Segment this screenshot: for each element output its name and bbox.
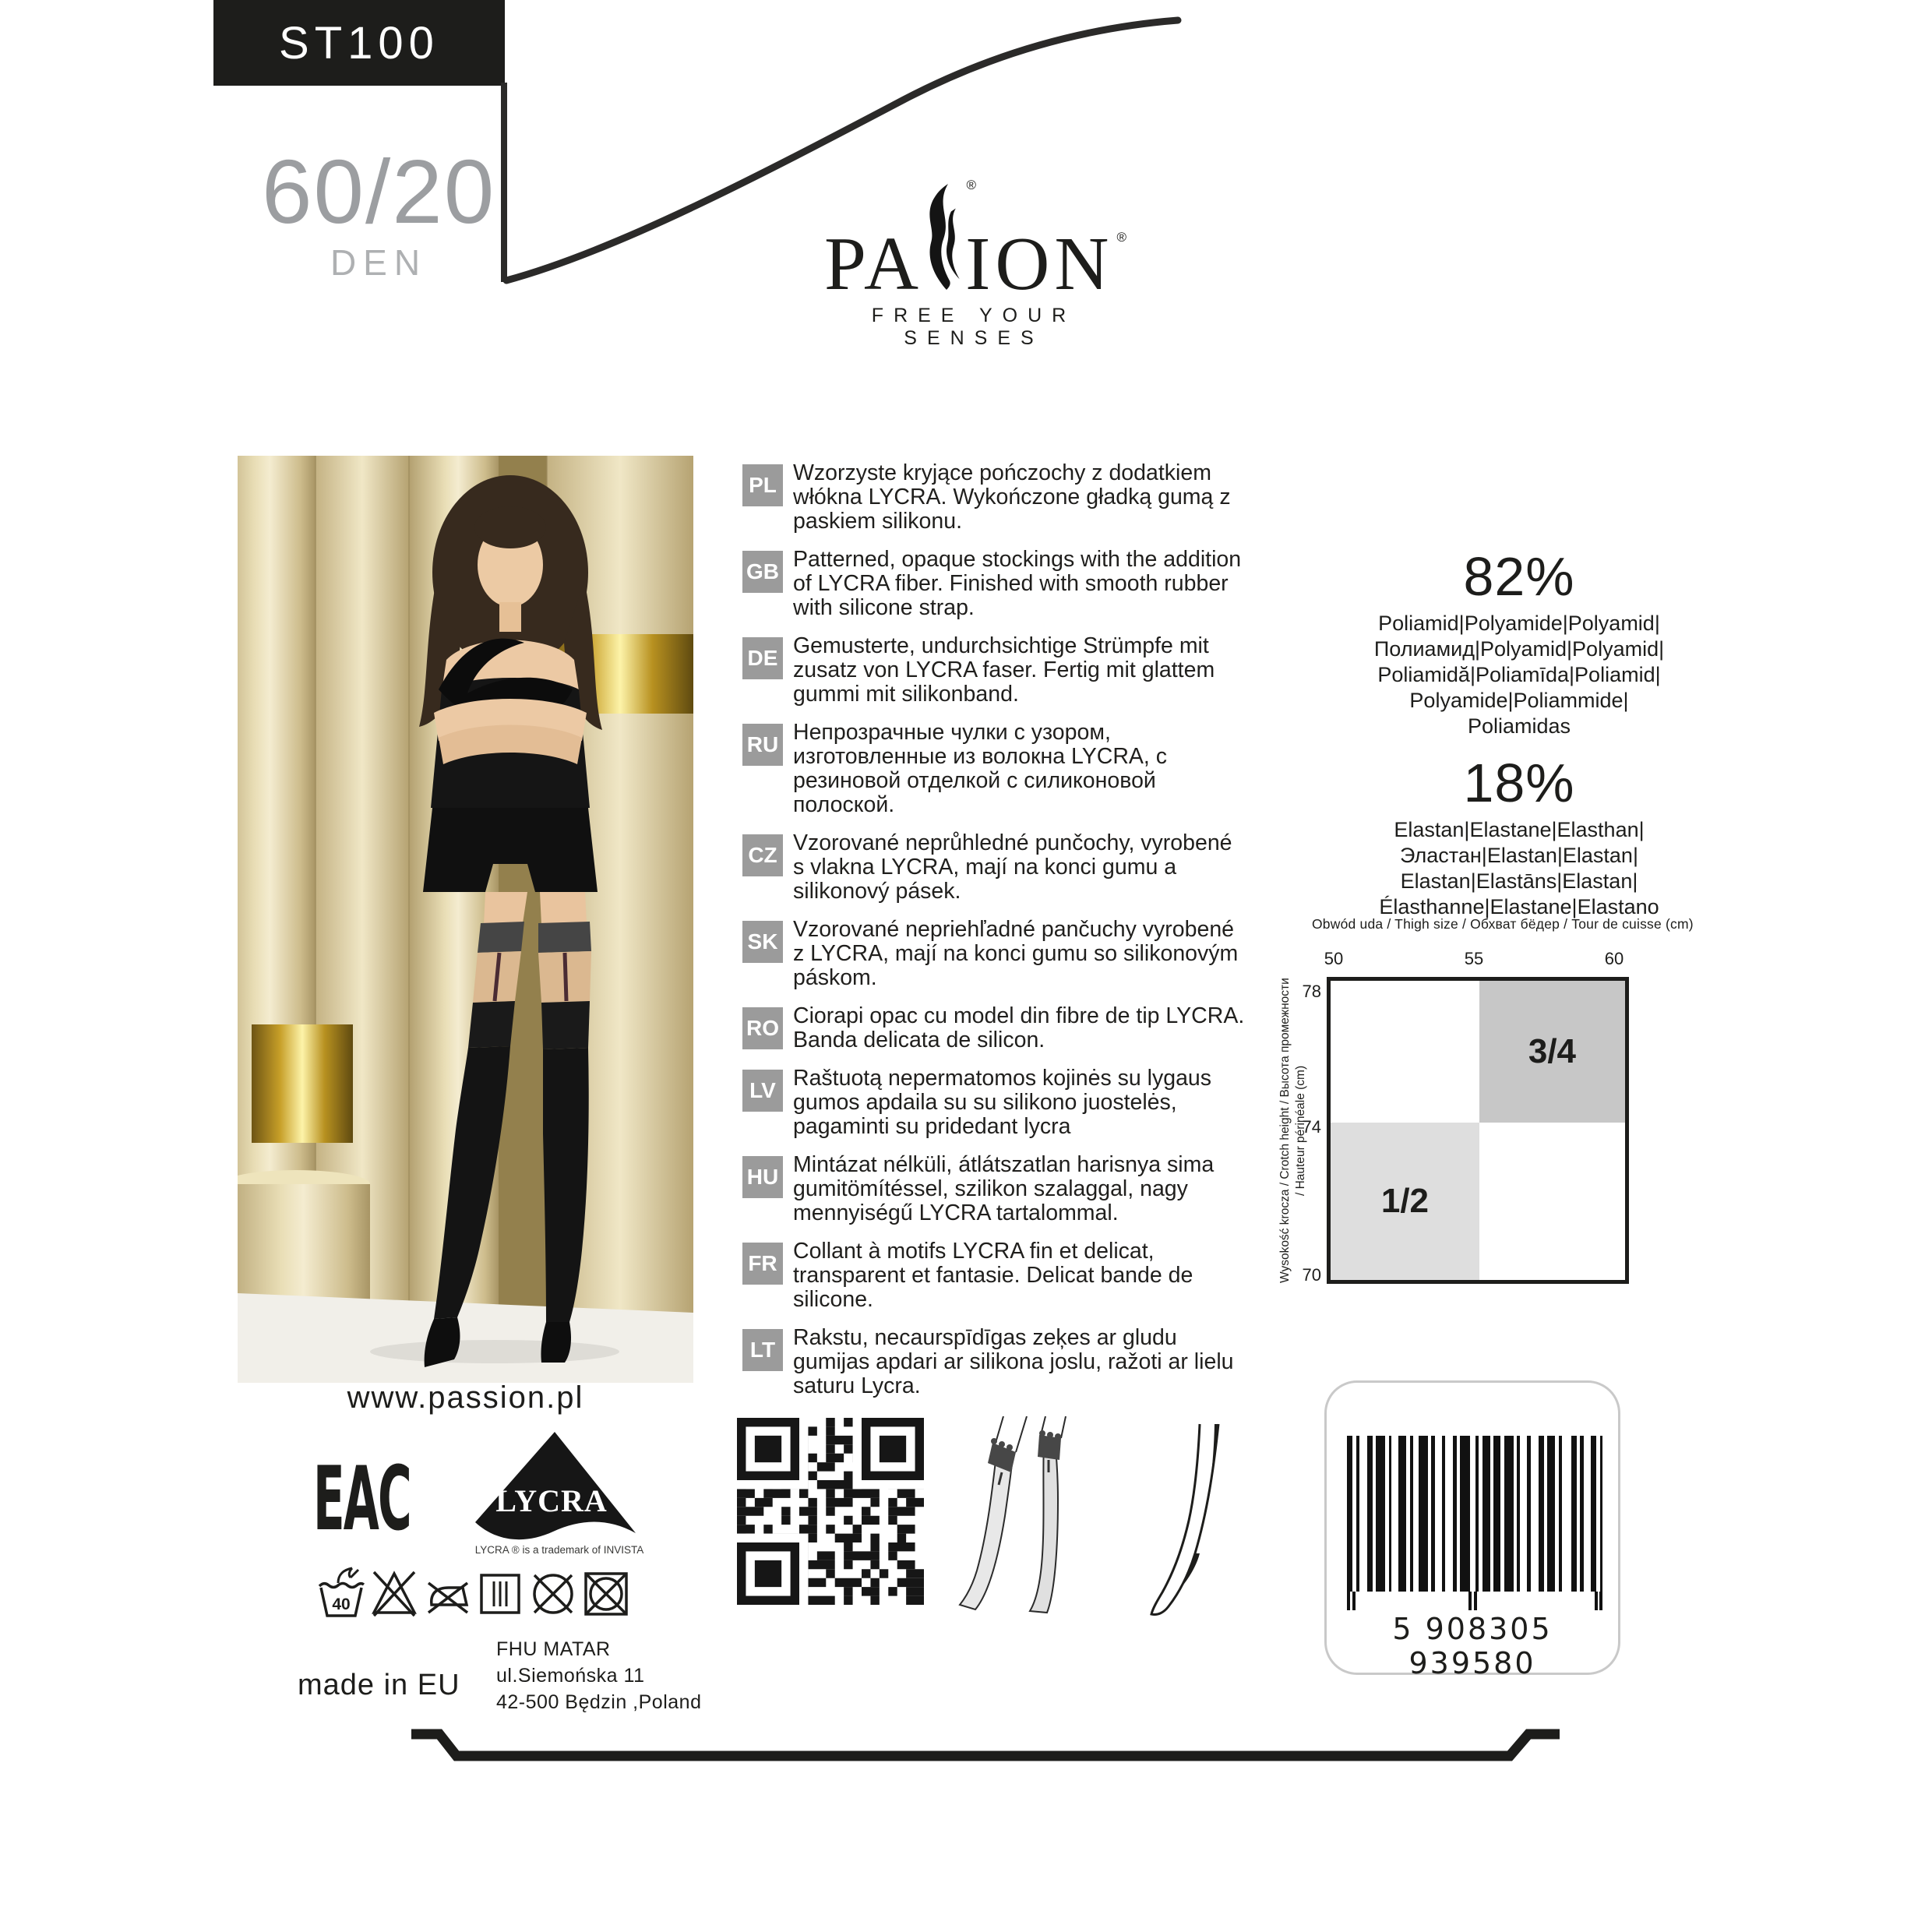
elastane-line: Эластан|Elastan|Elastan| bbox=[1400, 844, 1638, 867]
elastane-percent: 18% bbox=[1463, 753, 1575, 813]
polyamide-names bbox=[1324, 611, 1714, 739]
elastane-line: Elastan|Elastāns|Elastan| bbox=[1400, 869, 1638, 893]
description-row-sk bbox=[742, 918, 1249, 990]
description-text-pl: Wzorzyste kryjące pończochy z dodatkiem włókna LYCRA. Wykończone gładką gumą z paskiem silikonu. bbox=[793, 460, 1231, 534]
brand-logo bbox=[795, 178, 1153, 350]
registered-mark-icon: ® bbox=[1116, 230, 1127, 245]
size-zone-1-2 bbox=[1331, 1123, 1479, 1280]
size-chart-y-axis-label bbox=[1278, 977, 1318, 1284]
polyamide-line: Polyamide|Poliammide| bbox=[1409, 689, 1629, 712]
website-url: www.passion.pl bbox=[347, 1380, 584, 1415]
description-text-gb: Patterned, opaque stockings with the addition of LYCRA fiber. Finished with smooth rubber with silicone strap. bbox=[793, 547, 1242, 620]
made-in-label: made in EU bbox=[298, 1669, 460, 1701]
polyamide-line: Poliamidă|Poliamīda|Poliamid| bbox=[1377, 663, 1661, 686]
leg-outline-icon bbox=[1126, 1421, 1274, 1617]
language-badge-pl: PL bbox=[742, 464, 783, 506]
manufacturer-address bbox=[496, 1636, 701, 1715]
description-text-sk: Vzorované nepriehľadné pančuchy vyrobené z LYCRA, mají na konci gumu so silikonovým páskom. bbox=[793, 917, 1239, 990]
language-badge-lt: LT bbox=[742, 1329, 783, 1371]
description-row-gb bbox=[742, 548, 1249, 620]
flame-icon bbox=[925, 178, 977, 295]
eac-logo: EAC bbox=[313, 1447, 411, 1551]
language-badge-fr: FR bbox=[742, 1243, 783, 1285]
do-not-bleach-icon bbox=[369, 1564, 419, 1622]
language-badge-sk: SK bbox=[742, 921, 783, 963]
denier-unit: DEN bbox=[330, 242, 428, 283]
description-row-lv bbox=[742, 1066, 1249, 1139]
polyamide-line: Poliamidas bbox=[1467, 714, 1571, 738]
wash-temperature: 40 bbox=[332, 1595, 351, 1613]
barcode-bars bbox=[1342, 1436, 1607, 1615]
polyamide-percent: 82% bbox=[1463, 546, 1575, 607]
language-badge-de: DE bbox=[742, 637, 783, 679]
elastane-line: Élasthanne|Elastane|Elastano bbox=[1379, 895, 1659, 918]
dry-flat-icon bbox=[475, 1564, 525, 1622]
description-row-cz bbox=[742, 831, 1249, 904]
description-text-de: Gemusterte, undurchsichtige Strümpfe mit zusatz von LYCRA faser. Fertig mit glattem gummi mit silikonband. bbox=[793, 633, 1215, 707]
description-row-ru bbox=[742, 721, 1249, 817]
registered-mark-icon: ® bbox=[966, 178, 977, 192]
do-not-iron-icon bbox=[422, 1564, 472, 1622]
brand-letters-pa: PA bbox=[823, 222, 924, 306]
description-row-hu bbox=[742, 1153, 1249, 1225]
description-row-ro bbox=[742, 1004, 1249, 1052]
lycra-logo-text: LYCRA bbox=[495, 1483, 608, 1518]
size-zone-3-4 bbox=[1479, 981, 1625, 1123]
description-row-pl bbox=[742, 461, 1249, 534]
brand-tagline: FREE YOUR SENSES bbox=[871, 305, 1077, 349]
description-text-ro: Ciorapi opac cu model din fibre de tip LYCRA. Banda delicata de silicon. bbox=[793, 1003, 1245, 1052]
description-text-fr: Collant à motifs LYCRA fin et delicat, transparent et fantasie. Delicat bande de silicone. bbox=[793, 1239, 1193, 1312]
do-not-tumble-dry-icon bbox=[581, 1564, 631, 1622]
qr-code bbox=[737, 1418, 924, 1605]
do-not-dry-clean-icon bbox=[528, 1564, 578, 1622]
y-axis-label-line1: Wysokość krocza / Crotch height / Высота промежности bbox=[1278, 978, 1292, 1283]
care-symbols bbox=[316, 1564, 631, 1622]
x-tick-50: 50 bbox=[1324, 949, 1344, 968]
x-tick-60: 60 bbox=[1604, 949, 1624, 968]
size-chart-title: Obwód uda / Thigh size / Обхват бёдер / Tour de cuisse (cm) bbox=[1312, 916, 1694, 932]
y-tick-78: 78 bbox=[1302, 982, 1321, 1001]
description-text-lt: Rakstu, necaurspīdīgas zeķes ar gludu gumijas apdari ar silikona joslu, ražoti ar lielu saturu Lycra. bbox=[793, 1325, 1234, 1398]
denier-block bbox=[262, 141, 496, 284]
barcode-number: 5 908305 939580 bbox=[1392, 1612, 1553, 1680]
language-badge-gb: GB bbox=[742, 551, 783, 593]
size-zone-label: 3/4 bbox=[1528, 1032, 1577, 1071]
manufacturer-city: 42-500 Będzin ,Poland bbox=[496, 1691, 702, 1713]
stockings-pair-icon bbox=[952, 1416, 1116, 1617]
size-zone-label: 1/2 bbox=[1380, 1182, 1430, 1221]
manufacturer-street: ul.Siemońska 11 bbox=[496, 1665, 645, 1687]
product-code: ST100 bbox=[279, 17, 439, 69]
description-text-hu: Mintázat nélküli, átlátszatlan harisnya sima gumitömítéssel, szilikon szalaggal, nagy mennyiségű LYCRA tartalommal. bbox=[793, 1152, 1215, 1225]
manufacturer-name: FHU MATAR bbox=[496, 1638, 611, 1660]
language-badge-lv: LV bbox=[742, 1070, 783, 1112]
language-badge-cz: CZ bbox=[742, 834, 783, 876]
y-tick-74: 74 bbox=[1302, 1117, 1321, 1137]
product-photo bbox=[238, 456, 693, 1383]
elastane-line: Elastan|Elastane|Elasthan| bbox=[1394, 818, 1645, 841]
size-chart bbox=[1278, 916, 1745, 1321]
polyamide-line: Полиамид|Polyamid|Polyamid| bbox=[1373, 637, 1665, 661]
description-text-cz: Vzorované neprůhledné punčochy, vyrobené s vlakna LYCRA, mají na konci gumu a silikonový pásek. bbox=[793, 830, 1232, 904]
y-tick-70: 70 bbox=[1302, 1265, 1321, 1285]
x-tick-55: 55 bbox=[1464, 949, 1484, 968]
language-badge-ru: RU bbox=[742, 724, 783, 766]
description-text-lv: Raštuotą nepermatomos kojinės su lygaus gumos apdaila su su silikono juostelės, pagaminti su pridedant lycra bbox=[793, 1066, 1212, 1139]
decorative-swoosh-bottom bbox=[405, 1725, 1566, 1765]
description-row-de bbox=[742, 634, 1249, 707]
product-code-box bbox=[213, 0, 505, 86]
y-axis-label-line2: / Hauteur périnéale (cm) bbox=[1294, 1065, 1307, 1196]
lycra-trademark-note: LYCRA ® is a trademark of INVISTA bbox=[474, 1544, 644, 1556]
description-row-lt bbox=[742, 1326, 1249, 1398]
brand-letters-ion: ION bbox=[965, 222, 1114, 306]
description-row-fr bbox=[742, 1239, 1249, 1312]
description-text-ru: Непрозрачные чулки с узором, изготовленные из волокна LYCRA, с резиновой отделкой с силиконовой полоской. bbox=[793, 720, 1167, 817]
language-badge-hu: HU bbox=[742, 1156, 783, 1198]
composition-block bbox=[1324, 545, 1714, 920]
registered-mark-icon: ® bbox=[609, 1488, 617, 1500]
polyamide-line: Poliamid|Polyamide|Polyamid| bbox=[1378, 612, 1660, 635]
size-chart-grid bbox=[1327, 977, 1629, 1284]
lycra-logo bbox=[475, 1430, 636, 1544]
barcode bbox=[1324, 1380, 1620, 1680]
denier-value: 60/20 bbox=[262, 141, 496, 242]
language-badge-ro: RO bbox=[742, 1007, 783, 1049]
wash-40-icon bbox=[316, 1564, 366, 1622]
elastane-names bbox=[1324, 817, 1714, 920]
